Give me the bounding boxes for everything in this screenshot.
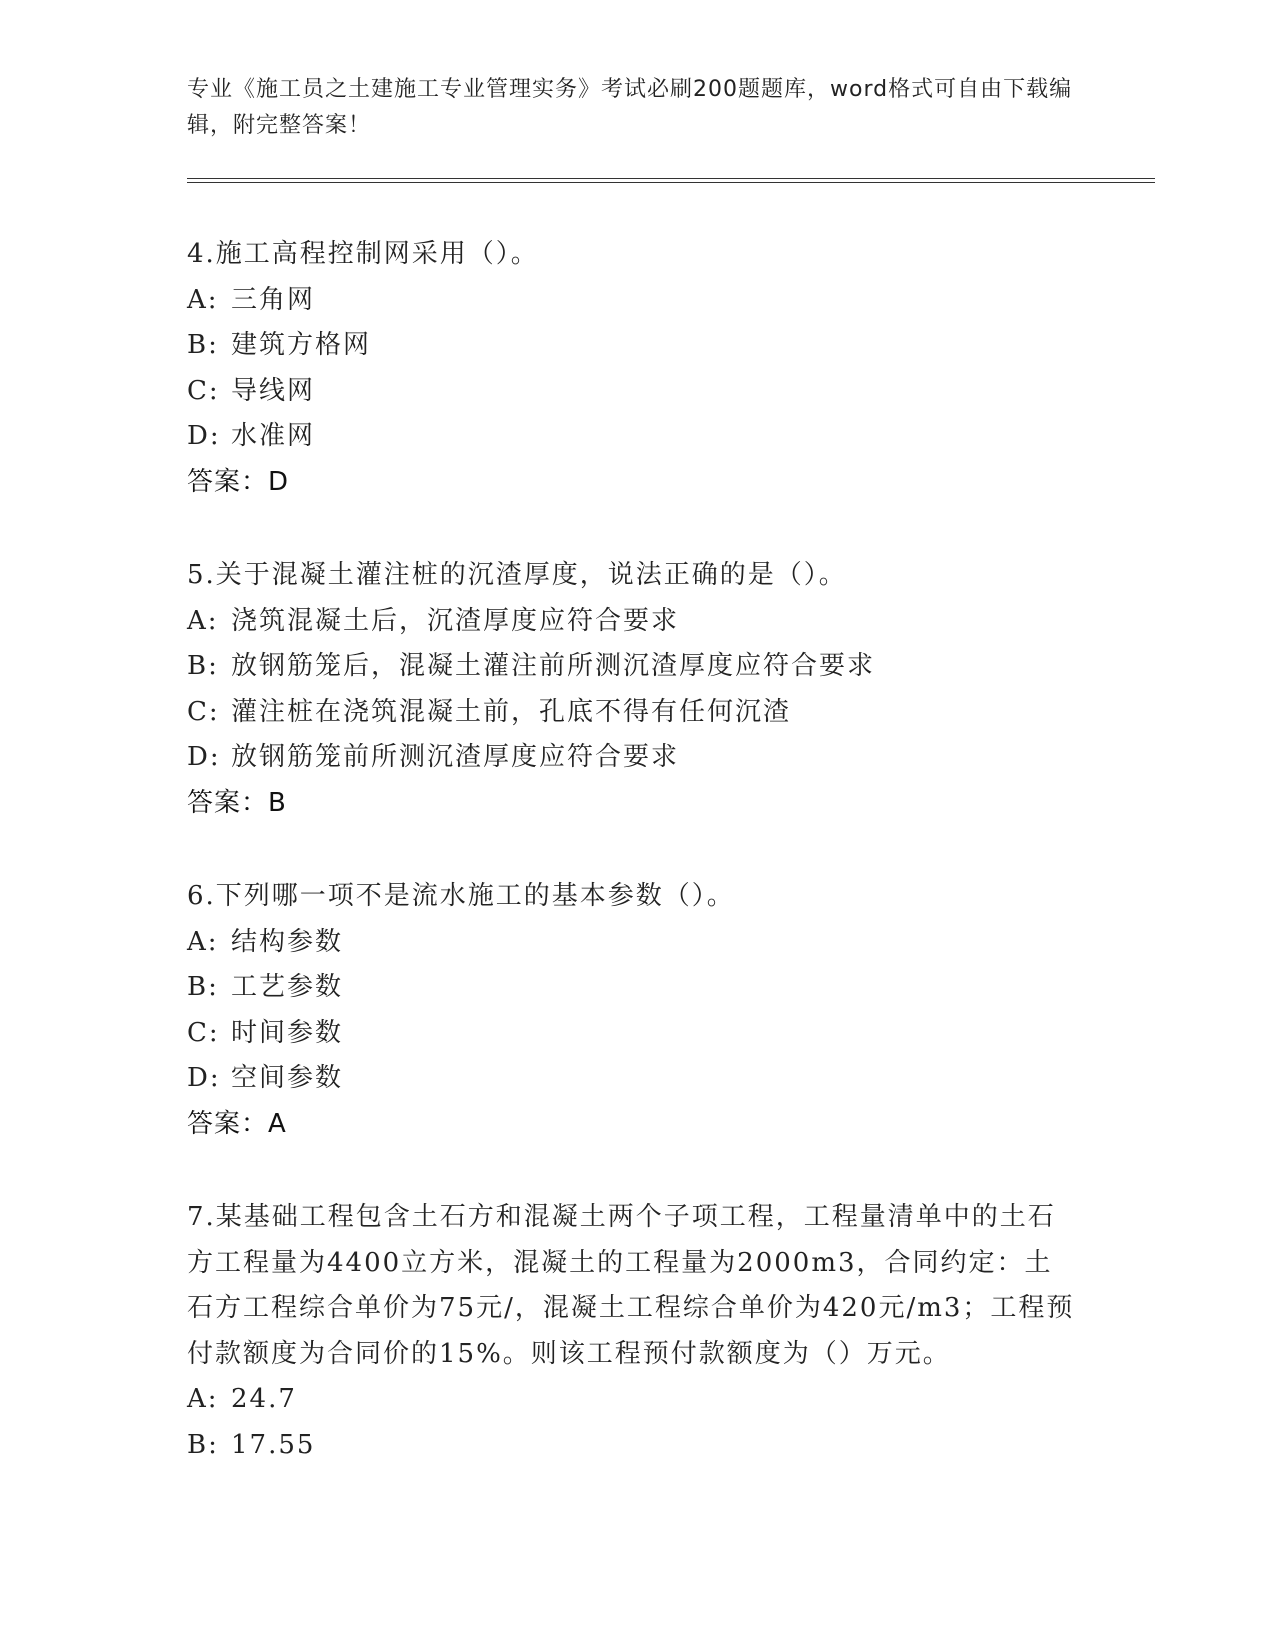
option-c xyxy=(187,690,1087,736)
option-letter: C: xyxy=(187,375,220,406)
option-letter: A: xyxy=(187,284,219,315)
option-b xyxy=(187,965,1087,1011)
option-text: 时间参数 xyxy=(231,1017,344,1048)
option-letter: B: xyxy=(187,1429,219,1460)
option-text: 24.7 xyxy=(231,1384,297,1414)
option-c xyxy=(187,369,1087,415)
option-text: 水准网 xyxy=(231,421,316,451)
option-letter: C: xyxy=(187,1017,220,1048)
option-a xyxy=(187,278,1087,324)
option-d xyxy=(187,414,1087,460)
answer-line: 答案：B xyxy=(187,787,287,818)
option-d xyxy=(187,1056,1087,1102)
question-5 xyxy=(187,553,1087,826)
option-text: 空间参数 xyxy=(231,1063,344,1093)
option-b xyxy=(187,323,1087,369)
option-letter: C: xyxy=(187,696,220,727)
option-letter: D: xyxy=(187,742,221,772)
question-stem: 7.某基础工程包含土石方和混凝土两个子项工程，工程量清单中的土石方工程量为4400立方米，混凝土的工程量为2000m3，合同约定：土石方工程综合单价为75元/，混凝土工程综合单价为420元/m3；工程预付款额度为合同价的15%。则该工程预付款额度为（）万元。 xyxy=(187,1202,1075,1369)
option-text: 工艺参数 xyxy=(231,972,344,1002)
question-4 xyxy=(187,232,1087,505)
answer-line: 答案：A xyxy=(187,1108,287,1139)
question-stem: 6.下列哪一项不是流水施工的基本参数（）。 xyxy=(187,881,735,911)
option-text: 灌注桩在浇筑混凝土前，孔底不得有任何沉渣 xyxy=(231,696,792,727)
option-letter: A: xyxy=(187,1384,219,1414)
document-header: 专业《施工员之土建施工专业管理实务》考试必刷200题题库，word格式可自由下载编辑，附完整答案！ xyxy=(187,77,1073,138)
option-letter: B: xyxy=(187,330,219,360)
question-list xyxy=(187,232,1087,1516)
question-stem: 4.施工高程控制网采用（）。 xyxy=(187,239,539,269)
option-d xyxy=(187,735,1087,781)
option-c xyxy=(187,1011,1087,1057)
question-6 xyxy=(187,874,1087,1147)
option-text: 放钢筋笼前所测沉渣厚度应符合要求 xyxy=(231,742,680,772)
option-b xyxy=(187,1423,1087,1469)
option-a xyxy=(187,1377,1087,1423)
option-text: 17.55 xyxy=(231,1429,316,1460)
question-7 xyxy=(187,1195,1087,1468)
option-text: 三角网 xyxy=(231,284,316,315)
option-b xyxy=(187,644,1087,690)
option-letter: A: xyxy=(187,926,219,957)
option-a xyxy=(187,920,1087,966)
option-letter: D: xyxy=(187,421,221,451)
option-text: 建筑方格网 xyxy=(231,330,372,360)
option-a xyxy=(187,599,1087,645)
answer-line: 答案：D xyxy=(187,466,290,497)
option-letter: B: xyxy=(187,972,219,1002)
option-text: 浇筑混凝土后，沉渣厚度应符合要求 xyxy=(231,605,680,636)
header-divider-bottom xyxy=(187,182,1155,183)
header-divider-top xyxy=(187,178,1155,179)
option-text: 结构参数 xyxy=(231,926,344,957)
option-text: 导线网 xyxy=(231,375,316,406)
option-text: 放钢筋笼后，混凝土灌注前所测沉渣厚度应符合要求 xyxy=(231,651,876,681)
option-letter: B: xyxy=(187,651,219,681)
option-letter: A: xyxy=(187,605,219,636)
option-letter: D: xyxy=(187,1063,221,1093)
question-stem: 5.关于混凝土灌注桩的沉渣厚度，说法正确的是（）。 xyxy=(187,560,847,590)
